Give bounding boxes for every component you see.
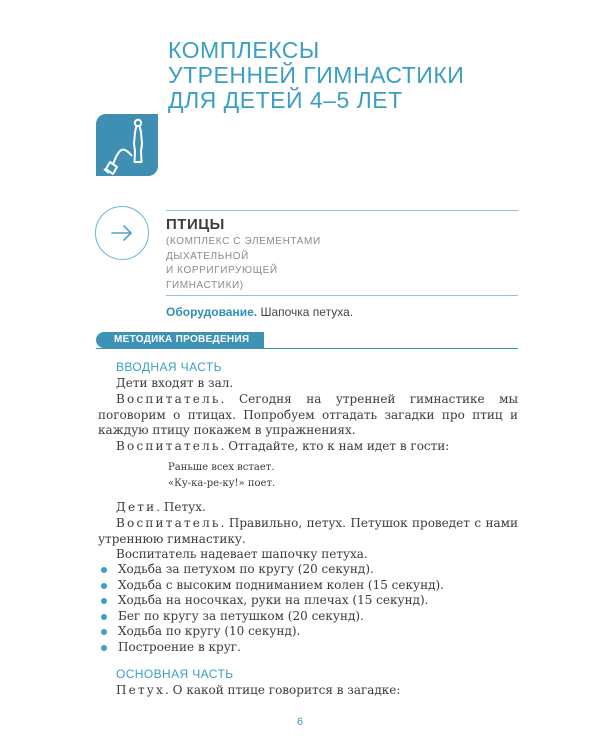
equipment-label: Оборудование. [166, 305, 258, 319]
intro-paragraph: Дети входят в зал. [116, 376, 234, 390]
list-item: Построение в круг. [98, 640, 444, 656]
list-item: Ходьба с высоким подниманием колен (15 секунд). [98, 578, 444, 594]
speaker-label: Дети [116, 500, 157, 514]
exercise-clubs-icon [96, 114, 158, 176]
section-bottom-rule [166, 295, 518, 296]
riddle-poem [168, 460, 275, 492]
equipment-text: Шапочка петуха. [257, 305, 354, 319]
speech-text: . Правильно, петух. Петушок проведет с нами утреннюю гимнастику. [98, 516, 518, 546]
list-item: Ходьба на носочках, руки на плечах (15 секунд). [98, 593, 444, 609]
section-top-rule [166, 210, 518, 211]
list-item: Ходьба за петухом по кругу (20 секунд). [98, 562, 444, 578]
title-line: УТРЕННЕЙ ГИМНАСТИКИ [168, 62, 465, 88]
subtitle-line: И КОРРИГИРУЮЩЕЙ [166, 265, 278, 276]
intro-paragraph [98, 516, 518, 547]
speaker-label: Воспитатель [116, 516, 221, 530]
list-item: Бег по кругу за петушком (20 секунд). [98, 609, 444, 625]
speaker-label: Петух [116, 683, 166, 697]
section-subtitle [166, 235, 321, 293]
page-title [168, 38, 464, 113]
intro-paragraph [98, 392, 518, 439]
speaker-label: Воспитатель [116, 439, 221, 453]
poem-line: «Ку-ка-ре-ку!» поет. [168, 478, 276, 489]
title-line: КОМПЛЕКСЫ [168, 37, 320, 63]
page-number: 6 [296, 716, 304, 728]
subtitle-line: ГИМНАСТИКИ) [166, 279, 244, 291]
list-item: Ходьба по кругу (10 секунд). [98, 624, 444, 640]
section-title: ПТИЦЫ [166, 216, 225, 233]
intro-paragraph: Воспитатель надевает шапочку петуха. [116, 547, 368, 561]
method-bar [96, 336, 518, 349]
equipment-line [166, 305, 353, 319]
arrow-right-icon [95, 206, 149, 260]
poem-line: Раньше всех встает. [168, 462, 275, 473]
exercise-list [98, 562, 444, 655]
title-line: ДЛЯ ДЕТЕЙ 4–5 ЛЕТ [168, 87, 403, 113]
subtitle-line: ДЫХАТЕЛЬНОЙ [166, 250, 249, 262]
intro-heading: ВВОДНАЯ ЧАСТЬ [116, 360, 222, 374]
speech-text: . Сегодня на утренней гимнастике мы поговорим о птицах. Попробуем отгадать загадки про птиц и каждую птицу покажем в упражнениях. [98, 392, 518, 437]
main-paragraph [98, 683, 518, 699]
method-tab: МЕТОДИКА ПРОВЕДЕНИЯ [96, 332, 264, 348]
speech-text: . Петух. [156, 500, 206, 514]
speaker-label: Воспитатель [116, 392, 221, 406]
intro-paragraph [98, 439, 518, 455]
subtitle-line: (КОМПЛЕКС С ЭЛЕМЕНТАМИ [166, 236, 321, 247]
speech-text: . О какой птице говорится в загадке: [165, 683, 401, 697]
intro-paragraph [98, 500, 518, 516]
speech-text: . Отгадайте, кто к нам идет в гости: [220, 439, 450, 453]
main-heading: ОСНОВНАЯ ЧАСТЬ [116, 667, 234, 681]
